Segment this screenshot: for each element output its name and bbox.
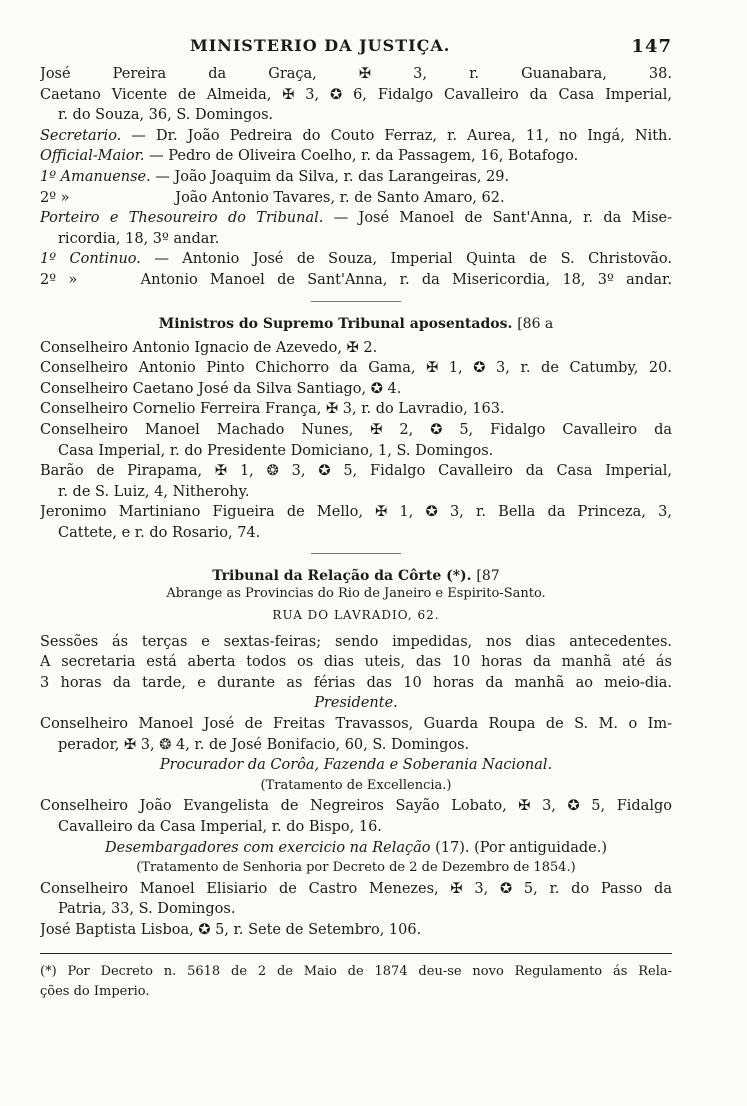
- ordinal: 2º: [40, 271, 57, 288]
- staff-list: [40, 64, 672, 291]
- staff-line: [40, 249, 672, 270]
- member-line: Conselheiro Manoel Elisiario de Castro Menezes, ✠ 3, ✪ 5, r. do Passo da: [40, 880, 672, 897]
- member-count: (17).: [435, 839, 470, 856]
- role-heading-text: Desembargadores com exercicio na Relação: [105, 839, 431, 856]
- member-line: Patria, 33, S. Domingos.: [58, 901, 236, 918]
- footnote-rule: [40, 953, 672, 954]
- running-header: [40, 36, 672, 58]
- role-label: Secretario.: [40, 127, 122, 144]
- page-body: [40, 64, 672, 1003]
- section-divider: [311, 553, 401, 554]
- role-heading: Procurador da Corôa, Fazenda e Soberania Nacional.: [159, 757, 553, 774]
- jurisdiction-note: Abrange as Provincias do Rio de Janeiro e Espirito-Santo.: [166, 586, 546, 602]
- role-label: 1º Continuo.: [40, 251, 141, 268]
- section-divider: [311, 301, 401, 302]
- tribunal-address: RUA DO LAVRADIO, 62.: [272, 608, 440, 623]
- role-entry: — José Manoel de Sant'Anna, r. da Mise-: [333, 210, 672, 227]
- minister-line: Conselheiro Manoel Machado Nunes, ✠ 2, ✪ 5, Fidalgo Cavalleiro da: [40, 421, 672, 438]
- footnote-line: (*) Por Decreto n. 5618 de 2 de Maio de 1874 deu-se novo Regulamento ás Rela-: [40, 963, 672, 979]
- section-ref: [87: [476, 568, 500, 585]
- paragraph-line: Sessões ás terças e sextas-feiras; sendo impedidas, nos dias antecedentes.: [40, 633, 672, 650]
- treatment-note: (Tratamento de Excellencia.): [260, 777, 452, 793]
- role-entry: — Antonio José de Souza, Imperial Quinta de S. Christovão.: [154, 251, 672, 268]
- staff-line: r. do Souza, 36, S. Domingos.: [58, 107, 274, 124]
- staff-line: [40, 208, 672, 229]
- member-line: Conselheiro Manoel José de Freitas Travassos, Guarda Roupa de S. M. o Im-: [40, 716, 672, 733]
- section-heading-text: Tribunal da Relação da Côrte (*).: [212, 568, 472, 585]
- treatment-note: (Tratamento de Senhoria por Decreto de 2 de Dezembro de 1854.): [136, 860, 576, 876]
- minister-line: Conselheiro Antonio Ignacio de Azevedo, ✠ 2.: [40, 339, 378, 356]
- member-line: perador, ✠ 3, ❂ 4, r. de José Bonifacio, 60, S. Domingos.: [58, 736, 470, 753]
- ditto-mark: »: [60, 189, 70, 206]
- minister-line: Casa Imperial, r. do Presidente Domiciano, 1, S. Domingos.: [58, 442, 494, 459]
- role-entry: Antonio Manoel de Sant'Anna, r. da Misericordia, 18, 3º andar.: [140, 271, 672, 288]
- staff-line: [40, 167, 672, 188]
- role-entry: João Antonio Tavares, r. de Santo Amaro, 62.: [175, 189, 505, 206]
- section-heading: [40, 316, 672, 332]
- minister-line: Jeronimo Martiniano Figueira de Mello, ✠ 1, ✪ 3, r. Bella da Princeza, 3,: [40, 504, 672, 521]
- member-line: José Baptista Lisboa, ✪ 5, r. Sete de Setembro, 106.: [40, 921, 422, 938]
- role-entry: — Pedro de Oliveira Coelho, r. da Passagem, 16, Botafogo.: [149, 148, 579, 165]
- role-label: 1º Amanuense.: [40, 168, 151, 185]
- minister-line: Conselheiro Caetano José da Silva Santiago, ✪ 4.: [40, 380, 402, 397]
- role-entry: — João Joaquim da Silva, r. das Larangeiras, 29.: [155, 168, 510, 185]
- footnote: [40, 962, 672, 1003]
- minister-line: Conselheiro Antonio Pinto Chichorro da Gama, ✠ 1, ✪ 3, r. de Catumby, 20.: [40, 360, 672, 377]
- ordinal: 2º: [40, 189, 57, 206]
- running-title: MINISTERIO DA JUSTIÇA.: [190, 36, 451, 55]
- staff-line: [40, 270, 672, 291]
- paragraph-line: 3 horas da tarde, e durante as férias das 10 horas da manhã ao meio-dia.: [40, 674, 672, 691]
- page-number: 147: [631, 36, 672, 57]
- paragraph-line: A secretaria está aberta todos os dias uteis, das 10 horas da manhã até ás: [40, 654, 672, 671]
- member-line: Conselheiro João Evangelista de Negreiros Sayão Lobato, ✠ 3, ✪ 5, Fidalgo: [40, 798, 672, 815]
- role-heading: [40, 838, 672, 859]
- role-label: Official-Maior.: [40, 148, 145, 165]
- staff-line: [40, 188, 672, 209]
- tribunal-relacao: [40, 568, 672, 940]
- staff-line: [40, 126, 672, 147]
- staff-line: José Pereira da Graça, ✠ 3, r. Guanabara, 38.: [40, 66, 672, 82]
- section-heading-text: Ministros do Supremo Tribunal aposentados.: [158, 315, 513, 332]
- order-note: (Por antiguidade.): [474, 839, 607, 856]
- minister-line: Cattete, e r. do Rosario, 74.: [58, 524, 261, 541]
- minister-line: Conselheiro Cornelio Ferreira França, ✠ 3, r. do Lavradio, 163.: [40, 401, 505, 418]
- member-line: Cavalleiro da Casa Imperial, r. do Bispo, 16.: [58, 819, 382, 835]
- role-heading: Presidente.: [314, 695, 398, 712]
- section-heading: [40, 568, 672, 584]
- role-entry: — Dr. João Pedreira do Couto Ferraz, r. Aurea, 11, no Ingá, Nith.: [131, 127, 672, 144]
- section-ref: [86 a: [517, 315, 554, 332]
- retired-ministers: [40, 316, 672, 544]
- staff-line: [40, 146, 672, 167]
- staff-line: Caetano Vicente de Almeida, ✠ 3, ✪ 6, Fidalgo Cavalleiro da Casa Imperial,: [40, 86, 672, 103]
- minister-line: Barão de Pirapama, ✠ 1, ❂ 3, ✪ 5, Fidalgo Cavalleiro da Casa Imperial,: [40, 463, 672, 480]
- staff-line: ricordia, 18, 3º andar.: [58, 230, 220, 247]
- role-label: Porteiro e Thesoureiro do Tribunal.: [40, 210, 324, 227]
- minister-line: r. de S. Luiz, 4, Nitherohy.: [58, 483, 250, 500]
- ditto-mark: »: [68, 271, 78, 288]
- footnote-line: ções do Imperio.: [40, 984, 150, 1000]
